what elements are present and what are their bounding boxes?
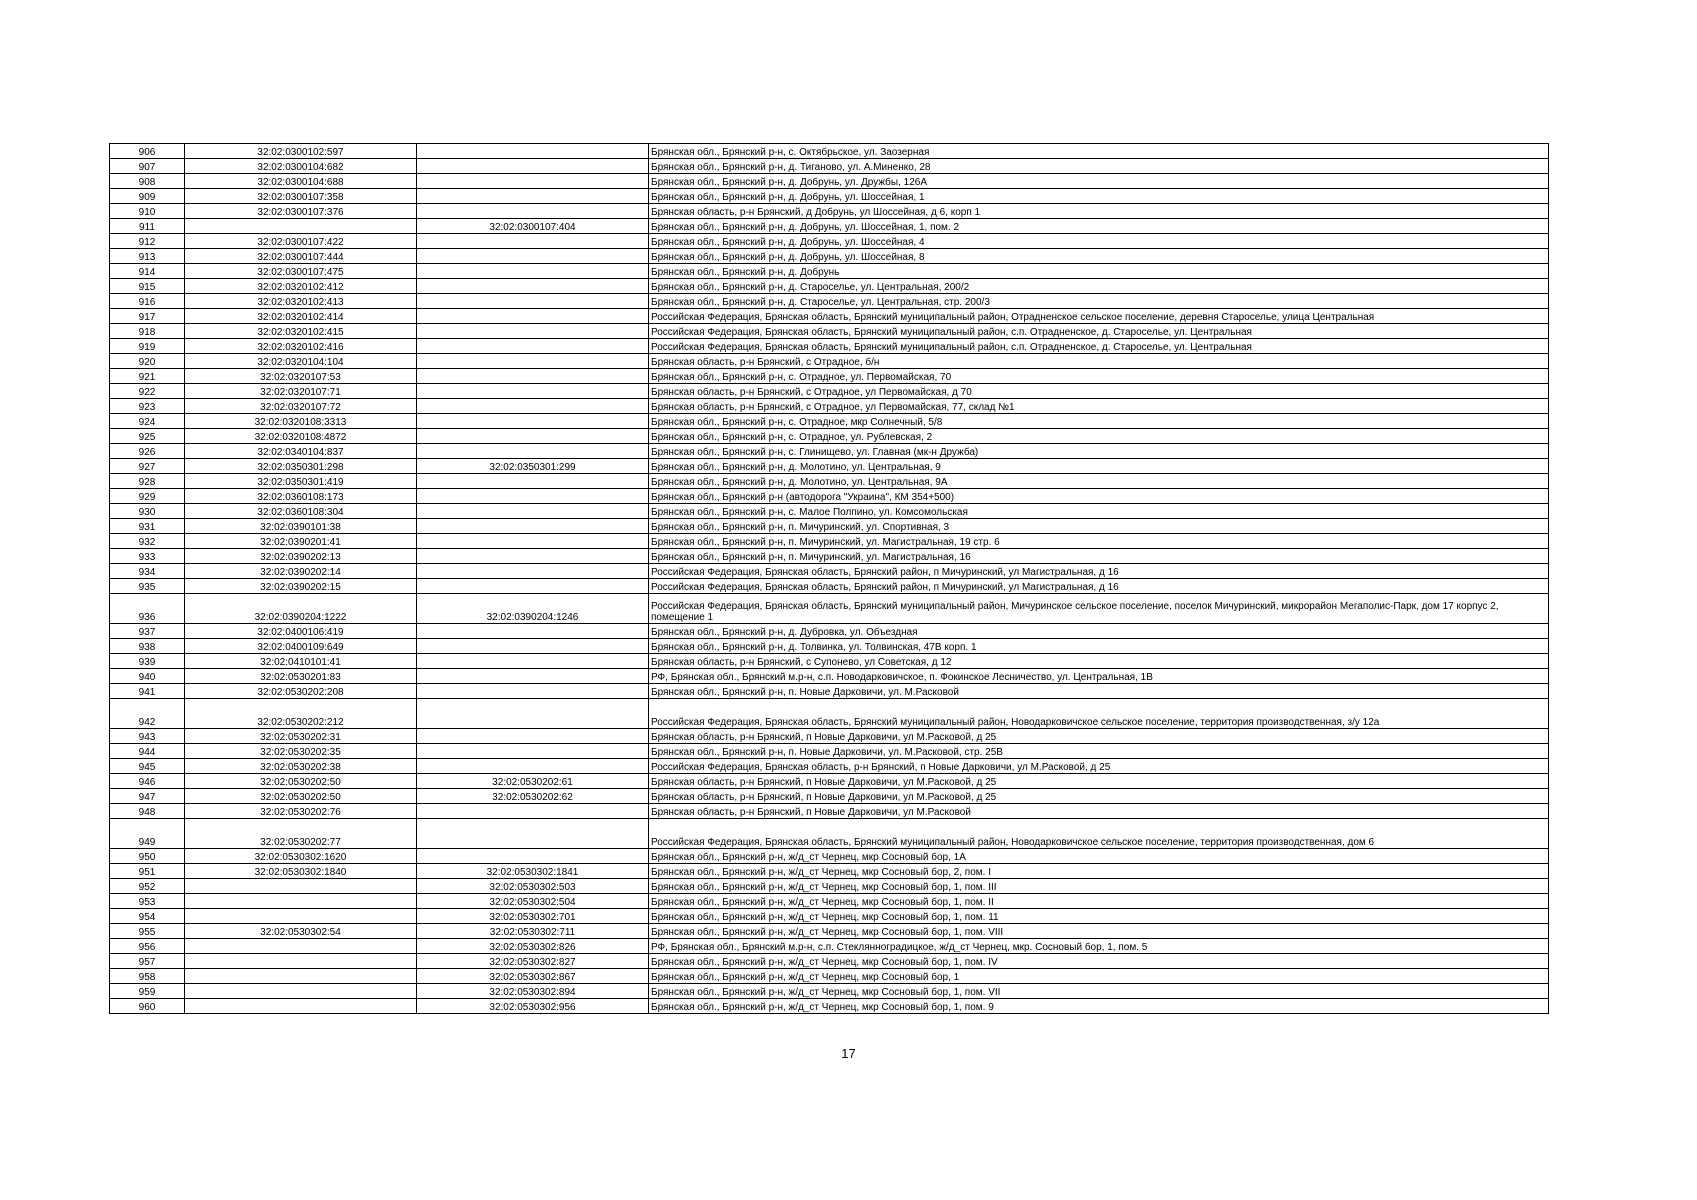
related-cadastral-number-cell	[417, 564, 649, 579]
cadastral-number-cell: 32:02:0530202:38	[185, 759, 417, 774]
cadastral-number-cell: 32:02:0320102:416	[185, 339, 417, 354]
cadastral-number-cell: 32:02:0410101:41	[185, 654, 417, 669]
address-cell: РФ, Брянская обл., Брянский м.р-н, с.п. Новодарковичское, п. Фокинское Лесничество, ул. Центральная, 1В	[649, 669, 1549, 684]
cadastral-number-cell	[185, 879, 417, 894]
table-row	[110, 624, 1549, 639]
cadastral-number-cell: 32:02:0390202:15	[185, 579, 417, 594]
related-cadastral-number-cell	[417, 309, 649, 324]
table-row	[110, 789, 1549, 804]
related-cadastral-number-cell	[417, 429, 649, 444]
address-cell: Брянская обл., Брянский р-н, д. Добрунь, ул. Дружбы, 126А	[649, 174, 1549, 189]
table-row	[110, 774, 1549, 789]
address-cell: Брянская обл., Брянский р-н, п. Мичуринский, ул. Магистральная, 16	[649, 549, 1549, 564]
address-cell: Российская Федерация, Брянская область, Брянский район, п Мичуринский, ул Магистральная, д 16	[649, 579, 1549, 594]
address-cell: Брянская область, р-н Брянский, с Отрадное, ул Первомайская, 77, склад №1	[649, 399, 1549, 414]
row-number-cell: 951	[110, 864, 185, 879]
related-cadastral-number-cell: 32:02:0300107:404	[417, 219, 649, 234]
related-cadastral-number-cell	[417, 489, 649, 504]
row-number-cell: 948	[110, 804, 185, 819]
cadastral-number-cell: 32:02:0530201:83	[185, 669, 417, 684]
address-cell: Брянская обл., Брянский р-н, ж/д_ст Чернец, мкр Сосновый бор, 1, пом. IV	[649, 954, 1549, 969]
table-row	[110, 429, 1549, 444]
row-number-cell: 908	[110, 174, 185, 189]
address-cell: Брянская обл., Брянский р-н, ж/д_ст Чернец, мкр Сосновый бор, 1А	[649, 849, 1549, 864]
cadastral-number-cell	[185, 969, 417, 984]
row-number-cell: 926	[110, 444, 185, 459]
related-cadastral-number-cell	[417, 549, 649, 564]
address-cell: Брянская область, р-н Брянский, п Новые Дарковичи, ул М.Расковой	[649, 804, 1549, 819]
cadastral-number-cell: 32:02:0530302:1620	[185, 849, 417, 864]
cadastral-number-cell: 32:02:0360108:173	[185, 489, 417, 504]
related-cadastral-number-cell	[417, 399, 649, 414]
table-row	[110, 339, 1549, 354]
table-row	[110, 579, 1549, 594]
cadastral-number-cell	[185, 984, 417, 999]
related-cadastral-number-cell	[417, 819, 649, 849]
address-cell: Брянская обл., Брянский р-н, п. Новые Дарковичи, ул. М.Расковой	[649, 684, 1549, 699]
row-number-cell: 949	[110, 819, 185, 849]
address-cell: Российская Федерация, Брянская область, Брянский муниципальный район, Новодарковичское сельское поселение, территория производственная, з/у 12а	[649, 699, 1549, 729]
row-number-cell: 958	[110, 969, 185, 984]
row-number-cell: 959	[110, 984, 185, 999]
address-cell: Брянская обл., Брянский р-н, п. Мичуринский, ул. Спортивная, 3	[649, 519, 1549, 534]
cadastral-number-cell: 32:02:0530202:212	[185, 699, 417, 729]
address-cell: Брянская обл., Брянский р-н, ж/д_ст Чернец, мкр Сосновый бор, 1	[649, 969, 1549, 984]
address-cell: Брянская область, р-н Брянский, д Добрунь, ул Шоссейная, д 6, корп 1	[649, 204, 1549, 219]
table-row	[110, 819, 1549, 849]
cadastral-number-cell: 32:02:0320108:4872	[185, 429, 417, 444]
row-number-cell: 923	[110, 399, 185, 414]
related-cadastral-number-cell: 32:02:0530302:894	[417, 984, 649, 999]
row-number-cell: 939	[110, 654, 185, 669]
cadastral-number-cell: 32:02:0300102:597	[185, 144, 417, 159]
table-row	[110, 759, 1549, 774]
related-cadastral-number-cell	[417, 189, 649, 204]
table-row	[110, 399, 1549, 414]
cadastral-number-cell: 32:02:0350301:298	[185, 459, 417, 474]
related-cadastral-number-cell	[417, 354, 649, 369]
cadastral-number-cell: 32:02:0390201:41	[185, 534, 417, 549]
cadastral-number-cell	[185, 909, 417, 924]
row-number-cell: 953	[110, 894, 185, 909]
address-cell: Брянская обл., Брянский р-н, д. Молотино, ул. Центральная, 9	[649, 459, 1549, 474]
table-row	[110, 894, 1549, 909]
cadastral-number-cell: 32:02:0300107:444	[185, 249, 417, 264]
table-row	[110, 684, 1549, 699]
address-cell: Брянская обл., Брянский р-н, ж/д_ст Чернец, мкр Сосновый бор, 1, пом. 11	[649, 909, 1549, 924]
table-row	[110, 219, 1549, 234]
address-cell: Брянская обл., Брянский р-н, п. Новые Дарковичи, ул. М.Расковой, стр. 25В	[649, 744, 1549, 759]
cadastral-number-cell	[185, 939, 417, 954]
related-cadastral-number-cell	[417, 519, 649, 534]
related-cadastral-number-cell	[417, 324, 649, 339]
row-number-cell: 952	[110, 879, 185, 894]
related-cadastral-number-cell	[417, 249, 649, 264]
row-number-cell: 925	[110, 429, 185, 444]
cadastral-number-cell: 32:02:0320102:414	[185, 309, 417, 324]
related-cadastral-number-cell	[417, 174, 649, 189]
row-number-cell: 956	[110, 939, 185, 954]
table-row	[110, 279, 1549, 294]
row-number-cell: 947	[110, 789, 185, 804]
row-number-cell: 924	[110, 414, 185, 429]
related-cadastral-number-cell	[417, 729, 649, 744]
related-cadastral-number-cell	[417, 669, 649, 684]
address-cell: РФ, Брянская обл., Брянский м.р-н, с.п. Стеклянноградицкое, ж/д_ст Чернец, мкр. Сосновый бор, 1, пом. 5	[649, 939, 1549, 954]
cadastral-number-cell: 32:02:0300107:422	[185, 234, 417, 249]
table-row	[110, 549, 1549, 564]
property-registry-table	[109, 143, 1549, 1014]
cadastral-number-cell	[185, 219, 417, 234]
related-cadastral-number-cell	[417, 849, 649, 864]
address-cell: Брянская обл., Брянский р-н, с. Отрадное, мкр Солнечный, 5/8	[649, 414, 1549, 429]
table-row	[110, 969, 1549, 984]
row-number-cell: 911	[110, 219, 185, 234]
address-cell: Брянская область, р-н Брянский, п Новые Дарковичи, ул М.Расковой, д 25	[649, 789, 1549, 804]
related-cadastral-number-cell: 32:02:0530302:827	[417, 954, 649, 969]
address-cell: Брянская обл., Брянский р-н, д. Добрунь, ул. Шоссейная, 1, пом. 2	[649, 219, 1549, 234]
address-cell: Брянская обл., Брянский р-н, ж/д_ст Чернец, мкр Сосновый бор, 1, пом. II	[649, 894, 1549, 909]
document-sheet	[109, 143, 1549, 1014]
table-row	[110, 519, 1549, 534]
row-number-cell: 957	[110, 954, 185, 969]
row-number-cell: 934	[110, 564, 185, 579]
row-number-cell: 933	[110, 549, 185, 564]
row-number-cell: 931	[110, 519, 185, 534]
row-number-cell: 916	[110, 294, 185, 309]
cadastral-number-cell: 32:02:0530202:208	[185, 684, 417, 699]
cadastral-number-cell: 32:02:0530202:50	[185, 774, 417, 789]
table-row	[110, 414, 1549, 429]
row-number-cell: 938	[110, 639, 185, 654]
row-number-cell: 935	[110, 579, 185, 594]
cadastral-number-cell: 32:02:0390101:38	[185, 519, 417, 534]
related-cadastral-number-cell: 32:02:0530302:503	[417, 879, 649, 894]
row-number-cell: 954	[110, 909, 185, 924]
cadastral-number-cell: 32:02:0530202:77	[185, 819, 417, 849]
address-cell: Российская Федерация, Брянская область, Брянский муниципальный район, с.п. Отрадненское, д. Староселье, ул. Центральная	[649, 324, 1549, 339]
table-row	[110, 669, 1549, 684]
row-number-cell: 909	[110, 189, 185, 204]
table-row	[110, 384, 1549, 399]
address-cell: Брянская обл., Брянский р-н, д. Добрунь, ул. Шоссейная, 4	[649, 234, 1549, 249]
related-cadastral-number-cell: 32:02:0530302:711	[417, 924, 649, 939]
address-cell: Брянская область, р-н Брянский, п Новые Дарковичи, ул М.Расковой, д 25	[649, 774, 1549, 789]
address-cell: Брянская обл., Брянский р-н, д. Добрунь	[649, 264, 1549, 279]
table-row	[110, 204, 1549, 219]
table-row	[110, 864, 1549, 879]
cadastral-number-cell: 32:02:0400109:649	[185, 639, 417, 654]
related-cadastral-number-cell	[417, 504, 649, 519]
table-row	[110, 654, 1549, 669]
row-number-cell: 945	[110, 759, 185, 774]
related-cadastral-number-cell	[417, 759, 649, 774]
related-cadastral-number-cell	[417, 144, 649, 159]
row-number-cell: 955	[110, 924, 185, 939]
cadastral-number-cell: 32:02:0320107:72	[185, 399, 417, 414]
row-number-cell: 941	[110, 684, 185, 699]
row-number-cell: 940	[110, 669, 185, 684]
registry-table-body	[110, 144, 1549, 1014]
related-cadastral-number-cell	[417, 234, 649, 249]
related-cadastral-number-cell	[417, 279, 649, 294]
table-row	[110, 924, 1549, 939]
related-cadastral-number-cell	[417, 414, 649, 429]
row-number-cell: 928	[110, 474, 185, 489]
related-cadastral-number-cell: 32:02:0530202:61	[417, 774, 649, 789]
row-number-cell: 917	[110, 309, 185, 324]
table-row	[110, 234, 1549, 249]
cadastral-number-cell: 32:02:0530302:1840	[185, 864, 417, 879]
table-row	[110, 474, 1549, 489]
related-cadastral-number-cell	[417, 534, 649, 549]
address-cell: Российская Федерация, Брянская область, Брянский муниципальный район, Отрадненское сельское поселение, деревня Староселье, улица Центральная	[649, 309, 1549, 324]
related-cadastral-number-cell	[417, 639, 649, 654]
cadastral-number-cell: 32:02:0320104:104	[185, 354, 417, 369]
cadastral-number-cell	[185, 954, 417, 969]
address-cell: Брянская обл., Брянский р-н, с. Октябрьское, ул. Заозерная	[649, 144, 1549, 159]
row-number-cell: 932	[110, 534, 185, 549]
table-row	[110, 459, 1549, 474]
row-number-cell: 907	[110, 159, 185, 174]
related-cadastral-number-cell	[417, 159, 649, 174]
row-number-cell: 910	[110, 204, 185, 219]
table-row	[110, 489, 1549, 504]
row-number-cell: 921	[110, 369, 185, 384]
related-cadastral-number-cell	[417, 264, 649, 279]
related-cadastral-number-cell	[417, 804, 649, 819]
table-row	[110, 309, 1549, 324]
row-number-cell: 946	[110, 774, 185, 789]
table-row	[110, 159, 1549, 174]
address-cell: Брянская обл., Брянский р-н, с. Малое Полпино, ул. Комсомольская	[649, 504, 1549, 519]
cadastral-number-cell: 32:02:0530202:50	[185, 789, 417, 804]
related-cadastral-number-cell: 32:02:0530302:826	[417, 939, 649, 954]
table-row	[110, 264, 1549, 279]
table-row	[110, 564, 1549, 579]
table-row	[110, 504, 1549, 519]
cadastral-number-cell: 32:02:0320107:53	[185, 369, 417, 384]
table-row	[110, 144, 1549, 159]
address-cell: Брянская обл., Брянский р-н, ж/д_ст Чернец, мкр Сосновый бор, 1, пом. III	[649, 879, 1549, 894]
address-cell: Брянская область, р-н Брянский, с Супонево, ул Советская, д 12	[649, 654, 1549, 669]
row-number-cell: 936	[110, 594, 185, 624]
row-number-cell: 922	[110, 384, 185, 399]
related-cadastral-number-cell	[417, 744, 649, 759]
cadastral-number-cell: 32:02:0300107:376	[185, 204, 417, 219]
cadastral-number-cell: 32:02:0390202:13	[185, 549, 417, 564]
address-cell: Российская Федерация, Брянская область, Брянский район, п Мичуринский, ул Магистральная, д 16	[649, 564, 1549, 579]
table-row	[110, 324, 1549, 339]
related-cadastral-number-cell	[417, 294, 649, 309]
related-cadastral-number-cell	[417, 369, 649, 384]
address-cell: Брянская обл., Брянский р-н, ж/д_ст Чернец, мкр Сосновый бор, 1, пом. 9	[649, 999, 1549, 1014]
row-number-cell: 929	[110, 489, 185, 504]
address-cell: Брянская обл., Брянский р-н, д. Толвинка, ул. Толвинская, 47В корп. 1	[649, 639, 1549, 654]
address-cell: Брянская обл., Брянский р-н, д. Добрунь, ул. Шоссейная, 8	[649, 249, 1549, 264]
related-cadastral-number-cell	[417, 624, 649, 639]
table-row	[110, 984, 1549, 999]
address-cell: Брянская область, р-н Брянский, с Отрадное, б/н	[649, 354, 1549, 369]
row-number-cell: 915	[110, 279, 185, 294]
table-row	[110, 189, 1549, 204]
address-cell: Российская Федерация, Брянская область, Брянский муниципальный район, Новодарковичское сельское поселение, территория производственная, дом 6	[649, 819, 1549, 849]
table-row	[110, 879, 1549, 894]
cadastral-number-cell: 32:02:0390202:14	[185, 564, 417, 579]
cadastral-number-cell: 32:02:0350301:419	[185, 474, 417, 489]
row-number-cell: 906	[110, 144, 185, 159]
table-row	[110, 534, 1549, 549]
related-cadastral-number-cell	[417, 579, 649, 594]
address-cell: Брянская область, р-н Брянский, с Отрадное, ул Первомайская, д 70	[649, 384, 1549, 399]
cadastral-number-cell: 32:02:0320108:3313	[185, 414, 417, 429]
row-number-cell: 942	[110, 699, 185, 729]
address-cell: Брянская обл., Брянский р-н, д. Староселье, ул. Центральная, 200/2	[649, 279, 1549, 294]
table-row	[110, 354, 1549, 369]
cadastral-number-cell: 32:02:0300107:475	[185, 264, 417, 279]
address-cell: Брянская обл., Брянский р-н, с. Отрадное, ул. Рублевская, 2	[649, 429, 1549, 444]
cadastral-number-cell: 32:02:0390204:1222	[185, 594, 417, 624]
cadastral-number-cell: 32:02:0300104:688	[185, 174, 417, 189]
related-cadastral-number-cell	[417, 474, 649, 489]
address-cell: Брянская область, р-н Брянский, п Новые Дарковичи, ул М.Расковой, д 25	[649, 729, 1549, 744]
address-cell: Российская Федерация, Брянская область, Брянский муниципальный район, с.п. Отрадненское, д. Староселье, ул. Центральная	[649, 339, 1549, 354]
cadastral-number-cell: 32:02:0530202:35	[185, 744, 417, 759]
address-cell: Брянская обл., Брянский р-н, п. Мичуринский, ул. Магистральная, 19 стр. 6	[649, 534, 1549, 549]
table-row	[110, 639, 1549, 654]
cadastral-number-cell: 32:02:0320102:413	[185, 294, 417, 309]
related-cadastral-number-cell: 32:02:0530302:504	[417, 894, 649, 909]
cadastral-number-cell: 32:02:0320102:412	[185, 279, 417, 294]
row-number-cell: 912	[110, 234, 185, 249]
cadastral-number-cell: 32:02:0530202:31	[185, 729, 417, 744]
related-cadastral-number-cell	[417, 384, 649, 399]
related-cadastral-number-cell	[417, 204, 649, 219]
address-cell: Брянская обл., Брянский р-н, ж/д_ст Чернец, мкр Сосновый бор, 1, пом. VII	[649, 984, 1549, 999]
row-number-cell: 919	[110, 339, 185, 354]
row-number-cell: 920	[110, 354, 185, 369]
cadastral-number-cell: 32:02:0530302:54	[185, 924, 417, 939]
related-cadastral-number-cell	[417, 444, 649, 459]
table-row	[110, 174, 1549, 189]
related-cadastral-number-cell: 32:02:0530302:701	[417, 909, 649, 924]
related-cadastral-number-cell: 32:02:0530202:62	[417, 789, 649, 804]
cadastral-number-cell: 32:02:0360108:304	[185, 504, 417, 519]
table-row	[110, 594, 1549, 624]
table-row	[110, 849, 1549, 864]
cadastral-number-cell	[185, 894, 417, 909]
related-cadastral-number-cell: 32:02:0390204:1246	[417, 594, 649, 624]
address-cell: Брянская обл., Брянский р-н, ж/д_ст Чернец, мкр Сосновый бор, 2, пом. I	[649, 864, 1549, 879]
address-cell: Брянская обл., Брянский р-н, д. Добрунь, ул. Шоссейная, 1	[649, 189, 1549, 204]
table-row	[110, 909, 1549, 924]
row-number-cell: 960	[110, 999, 185, 1014]
related-cadastral-number-cell: 32:02:0530302:956	[417, 999, 649, 1014]
table-row	[110, 729, 1549, 744]
address-cell: Брянская обл., Брянский р-н (автодорога "Украина", КМ 354+500)	[649, 489, 1549, 504]
table-row	[110, 249, 1549, 264]
row-number-cell: 927	[110, 459, 185, 474]
cadastral-number-cell	[185, 999, 417, 1014]
table-row	[110, 804, 1549, 819]
row-number-cell: 944	[110, 744, 185, 759]
address-cell: Брянская обл., Брянский р-н, д. Молотино, ул. Центральная, 9А	[649, 474, 1549, 489]
table-row	[110, 369, 1549, 384]
related-cadastral-number-cell: 32:02:0530302:867	[417, 969, 649, 984]
table-row	[110, 699, 1549, 729]
cadastral-number-cell: 32:02:0340104:837	[185, 444, 417, 459]
cadastral-number-cell: 32:02:0300104:682	[185, 159, 417, 174]
row-number-cell: 950	[110, 849, 185, 864]
table-row	[110, 954, 1549, 969]
related-cadastral-number-cell: 32:02:0350301:299	[417, 459, 649, 474]
related-cadastral-number-cell	[417, 339, 649, 354]
table-row	[110, 939, 1549, 954]
related-cadastral-number-cell	[417, 699, 649, 729]
cadastral-number-cell: 32:02:0320102:415	[185, 324, 417, 339]
address-cell: Российская Федерация, Брянская область, Брянский муниципальный район, Мичуринское сельское поселение, поселок Мичуринский, микрорайон Мегаполис-Парк, дом 17 корпус 2, помещение 1	[649, 594, 1549, 624]
cadastral-number-cell: 32:02:0530202:76	[185, 804, 417, 819]
cadastral-number-cell: 32:02:0320107:71	[185, 384, 417, 399]
address-cell: Российская Федерация, Брянская область, р-н Брянский, п Новые Дарковичи, ул М.Расковой, д 25	[649, 759, 1549, 774]
address-cell: Брянская обл., Брянский р-н, д. Дубровка, ул. Объездная	[649, 624, 1549, 639]
table-row	[110, 999, 1549, 1014]
table-row	[110, 744, 1549, 759]
address-cell: Брянская обл., Брянский р-н, ж/д_ст Чернец, мкр Сосновый бор, 1, пом. VIII	[649, 924, 1549, 939]
address-cell: Брянская обл., Брянский р-н, д. Староселье, ул. Центральная, стр. 200/3	[649, 294, 1549, 309]
address-cell: Брянская обл., Брянский р-н, д. Тиганово, ул. А.Миненко, 28	[649, 159, 1549, 174]
table-row	[110, 294, 1549, 309]
related-cadastral-number-cell: 32:02:0530302:1841	[417, 864, 649, 879]
address-cell: Брянская обл., Брянский р-н, с. Глинищево, ул. Главная (мк-н Дружба)	[649, 444, 1549, 459]
row-number-cell: 918	[110, 324, 185, 339]
address-cell: Брянская обл., Брянский р-н, с. Отрадное, ул. Первомайская, 70	[649, 369, 1549, 384]
related-cadastral-number-cell	[417, 684, 649, 699]
row-number-cell: 937	[110, 624, 185, 639]
cadastral-number-cell: 32:02:0400106:419	[185, 624, 417, 639]
row-number-cell: 914	[110, 264, 185, 279]
cadastral-number-cell: 32:02:0300107:358	[185, 189, 417, 204]
table-row	[110, 444, 1549, 459]
row-number-cell: 913	[110, 249, 185, 264]
row-number-cell: 943	[110, 729, 185, 744]
row-number-cell: 930	[110, 504, 185, 519]
page-number: 17	[841, 1046, 856, 1061]
related-cadastral-number-cell	[417, 654, 649, 669]
